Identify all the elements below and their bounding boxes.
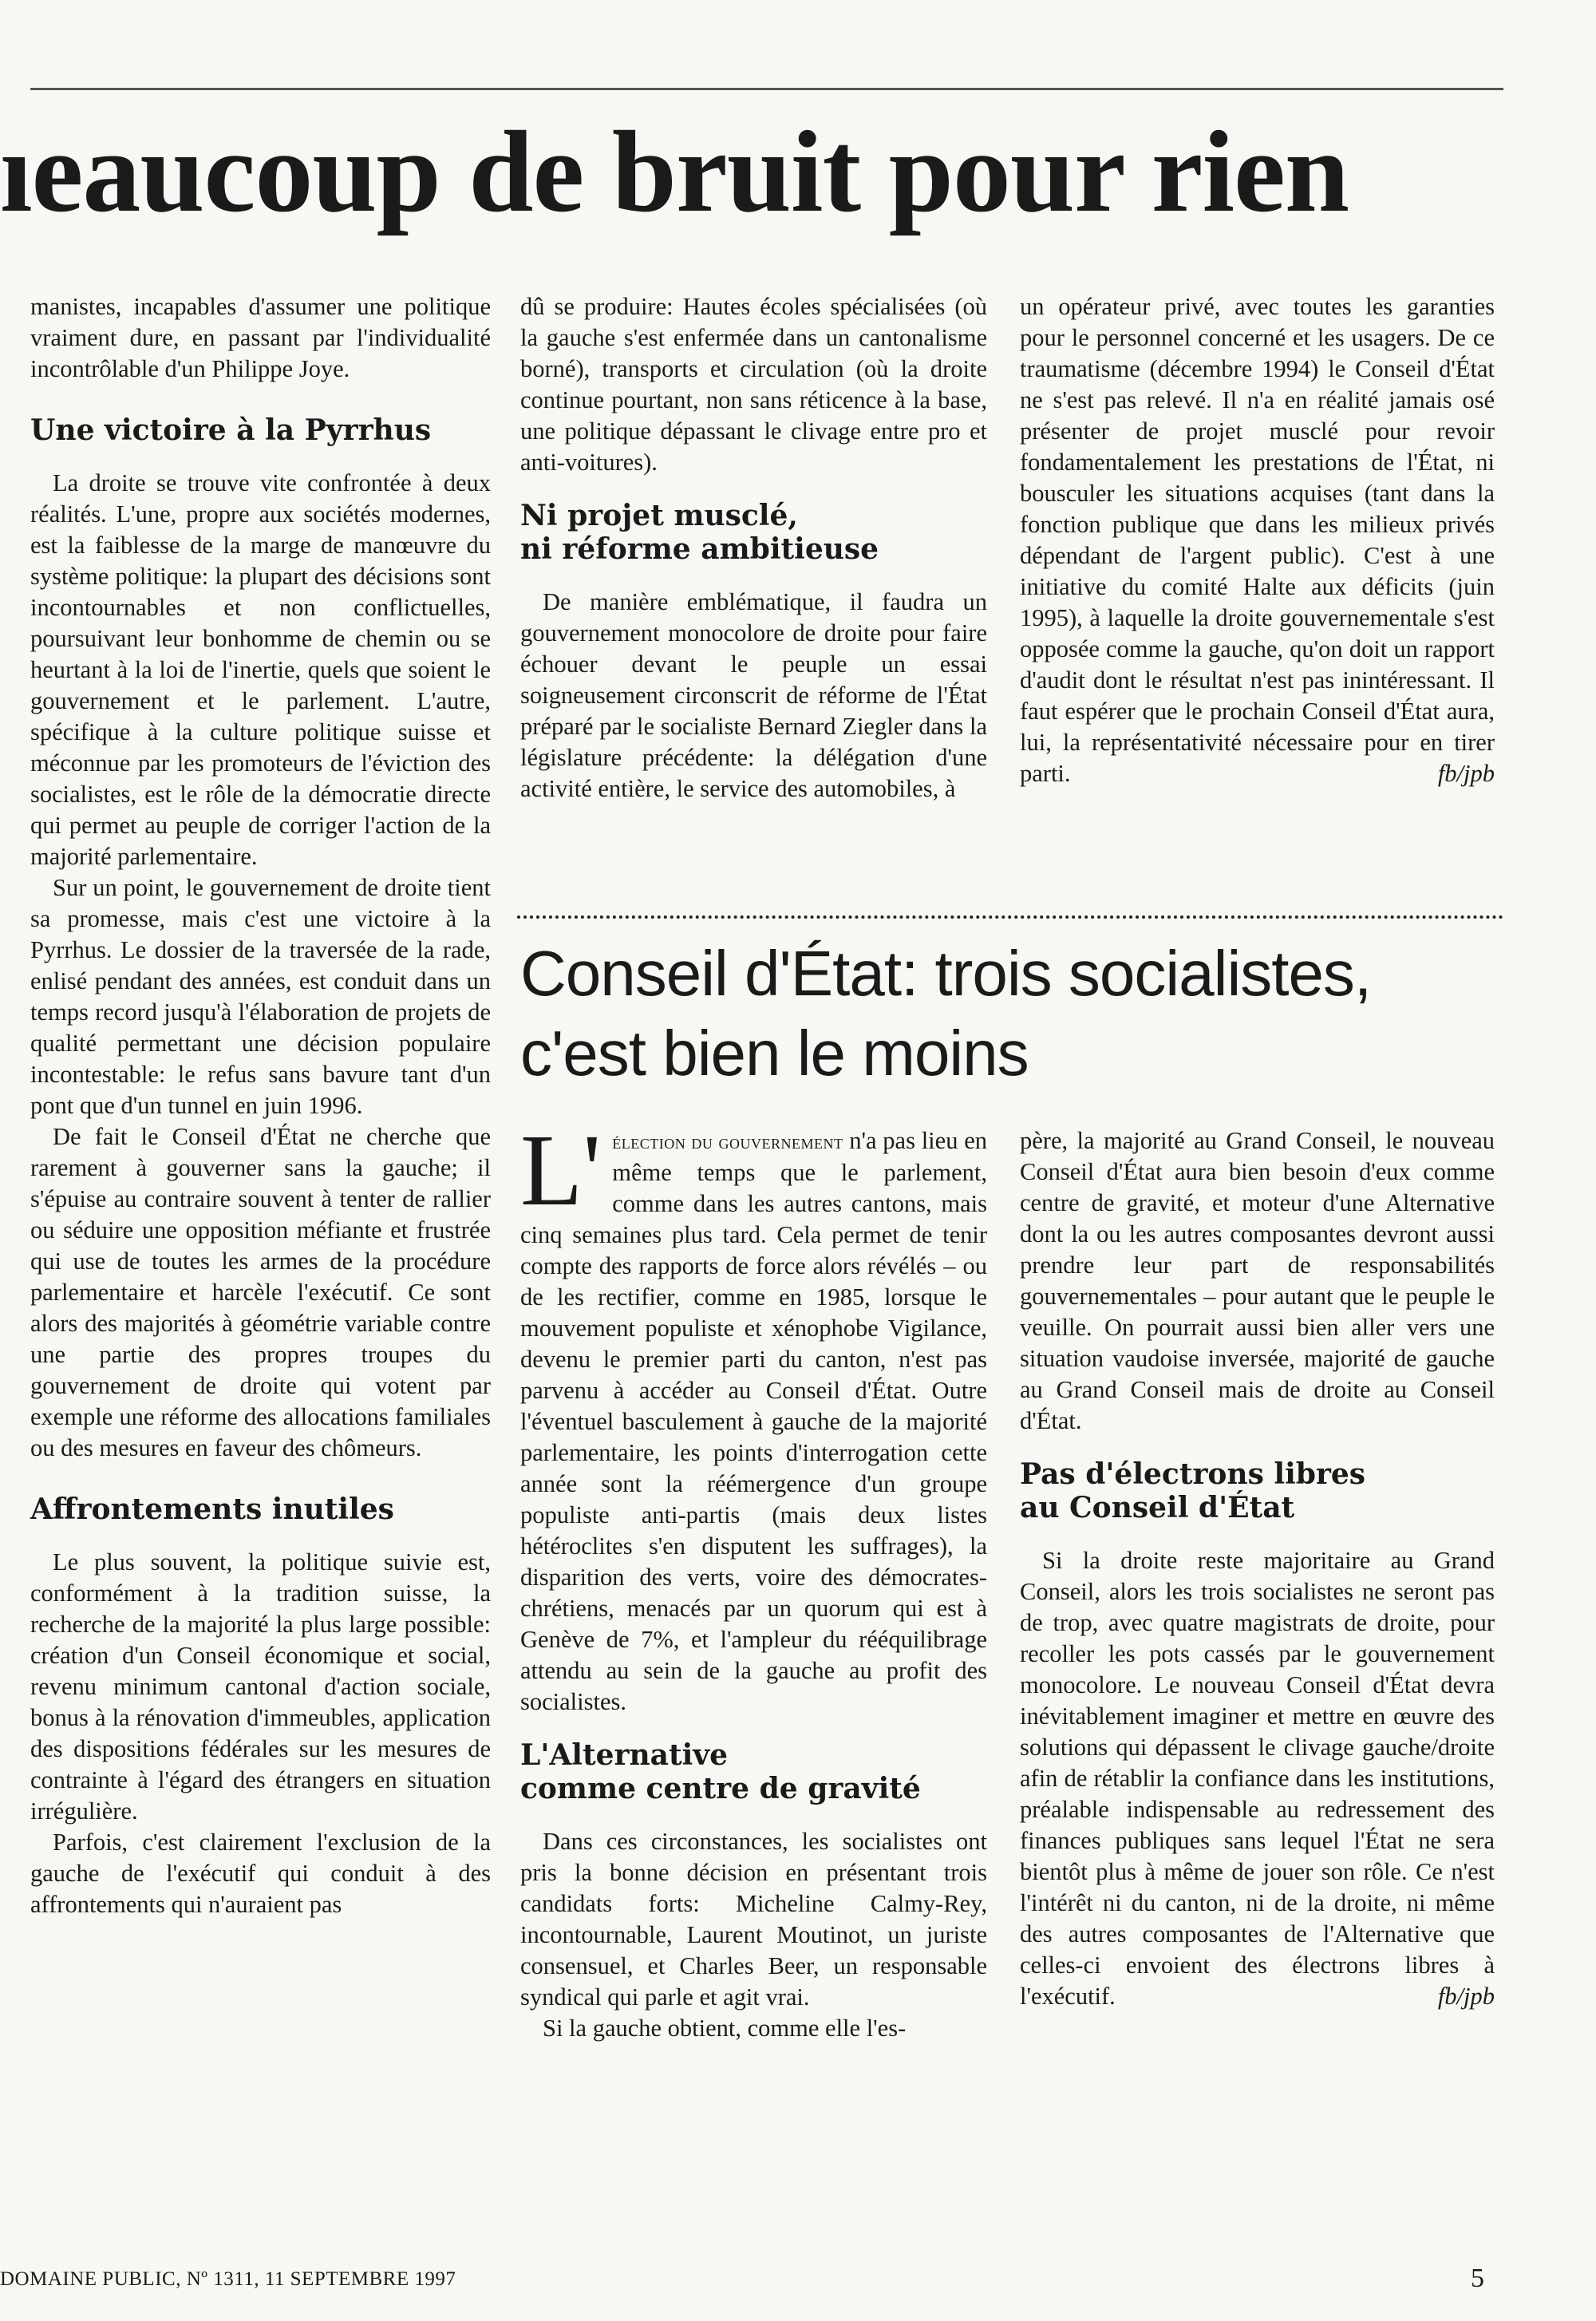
page-number: 5 bbox=[1471, 2264, 1484, 2293]
paragraph: père, la majorité au Grand Conseil, le nouveau Conseil d'État aura bien besoin d'eux comme centre de gravité, et moteur d'une Alternative dont la ou les autres composantes devront aussi prendre leur part de responsabilités gouvernementales – pour autant que le peuple le veuille. On pourrait aussi bien aller vers une situation vaudoise inversée, majorité de gauche au Grand Conseil mais de droite au Conseil d'État. bbox=[1020, 1127, 1495, 1434]
paragraph-text: Si la droite reste majoritaire au Grand Conseil, alors les trois socialistes ne seront pas de trop, avec quatre magistrats de droite, pour recoller les pots cassés par le gouvernement monocolore. Le nouveau Conseil d'État devra inévitablement imaginer et mettre en œuvre des solutions qui dépassent le clivage gauche/droite afin de rétablir la confiance dans les institutions, préalable indispensable au redressement des finances publiques sans lequel l'État ne sera bientôt plus à même de jouer son rôle. Ce n'est l'intérêt ni du canton, ni de la droite, ni même des autres composantes de l'Alternative que celles-ci envoient des électrons libres à l'exécutif. bbox=[1020, 1547, 1495, 2010]
subheading-projet bbox=[520, 499, 987, 566]
lead-small-caps: élection du gouvernement bbox=[612, 1130, 843, 1153]
paragraph-text: un opérateur privé, avec toutes les garanties pour le personnel concerné et les usagers. De ce traumatisme (décembre 1994) le Conseil d'État ne s'est pas relevé. Il n'a en réalité jamais osé présenter de projet musclé pour revoir fondamentalement les prestations de l'État, ni bousculer les situations acquises (tant dans la fonction publique que dans les milieux privés dépendant de l'argent public). C'est à une initiative du comité Halte aux déficits (juin 1995), à laquelle la droite gouvernementale s'est opposée comme la gauche, qu'on doit un rapport d'audit dont le résultat n'est pas inintéressant. Il faut espérer que le prochain Conseil d'État aura, lui, la représentativité nécessaire pour en tirer parti. bbox=[1020, 293, 1495, 787]
paragraph: Le plus souvent, la politique suivie est, conformément à la tradition suisse, la recherche de la majorité la plus large possible: création d'un Conseil économique et social, revenu minimum cantonal d'action sociale, bonus à la rénovation d'immeubles, application des dispositions fédérales sur les mesures de contrainte à l'égard des étrangers en situation irrégulière. bbox=[30, 1548, 491, 1825]
footer-publication: DOMAINE PUBLIC, Nº 1311, 11 SEPTEMBRE 1997 bbox=[0, 2268, 456, 2290]
subheading-affrontements: Affrontements inutiles bbox=[30, 1493, 394, 1526]
paragraph: De fait le Conseil d'État ne cherche que rarement à gouverner sans la gauche; il s'épuise au contraire souvent à tenter de rallier ou séduire une opposition méfiante et frustrée qui use de toutes les armes de la procédure parlementaire et harcèle l'exécutif. Ce sont alors des majorités à géométrie variable contre une partie des propres troupes du gouvernement de droite qui votent par exemple une réforme des allocations familiales ou des mesures en faveur des chômeurs. bbox=[30, 1123, 491, 1461]
headline-line: Conseil d'État: trois socialistes, bbox=[520, 938, 1372, 1009]
paragraph: Parfois, c'est clairement l'exclusion de la gauche de l'exécutif qui conduit à des affrontements qui n'auraient pas bbox=[30, 1829, 491, 1918]
paragraph-text: n'a pas lieu en même temps que le parlement, comme dans les autres cantons, mais cinq semaines plus tard. Cela permet de tenir compte des rapports de force alors révélés – ou de les rectifier, comme en 1985, lorsque le mouvement populiste et xénophobe Vigilance, devenu le premier parti du canton, n'est pas parvenu à accéder au Conseil d'État. Outre l'éventuel basculement à gauche de la majorité parlementaire, les points d'interrogation cette année sont la réémergence d'un groupe populiste anti-partis (mais deux listes hétéroclites s'en disputent les suffrages), la disparition des verts, voire des démocrates-chrétiens, menacés par un quorum qui est à Genève de 7%, et l'ampleur du rééquilibrage attendu au sein de la gauche au profit des socialistes. bbox=[520, 1127, 987, 1715]
paragraph bbox=[1020, 1545, 1495, 2012]
subheading-electrons bbox=[1020, 1457, 1495, 1524]
paragraph: La droite se trouve vite confrontée à deux réalités. L'une, propre aux sociétés modernes, est la faiblesse de la marge de manœuvre du système politique: la plupart des décisions sont incontournables et non conflictuelles, poursuivant leur bonhomme de chemin ou se heurtant à la loi de l'inertie, quels que soient le gouvernement et le parlement. L'autre, spécifique à la culture politique suisse et méconnue par les promoteurs de l'éviction des socialistes, est le rôle de la démocratie directe qui permet au peuple de corriger l'action de la majorité parlementaire. bbox=[30, 469, 491, 870]
signature: fb/jpb bbox=[1437, 760, 1495, 787]
subheading-line: Ni projet musclé, bbox=[520, 499, 798, 532]
paragraph: manistes, incapables d'assumer une politique vraiment dure, en passant par l'individualité incontrôlable d'un Philippe Joye. bbox=[30, 293, 491, 382]
lead-paragraph bbox=[520, 1113, 987, 1718]
top-rule bbox=[30, 88, 1503, 90]
section-divider bbox=[517, 915, 1503, 919]
column-2 bbox=[520, 291, 987, 805]
column-4 bbox=[520, 1113, 987, 2044]
paragraph: dû se produire: Hautes écoles spécialisées (où la gauche s'est enfermée dans un cantonalisme borné), transports et circulation (où la droite continue pourtant, non sans réticence à la base, une politique dépassant le clivage entre pro et anti-voitures). bbox=[520, 293, 987, 476]
main-headline: ıeaucoup de bruit pour rien bbox=[0, 107, 1349, 236]
signature: fb/jpb bbox=[1437, 1983, 1495, 2010]
subheading-pyrrhus: Une victoire à la Pyrrhus bbox=[30, 413, 432, 447]
paragraph: De manière emblématique, il faudra un gouvernement monocolore de droite pour faire échouer devant le peuple un essai soigneusement circonscrit de réforme de l'État préparé par le socialiste Bernard Ziegler dans la législature précédente: la délégation d'une activité entière, le service des automobiles, à bbox=[520, 588, 987, 802]
column-3 bbox=[1020, 291, 1495, 789]
subheading-line: Pas d'électrons libres bbox=[1020, 1457, 1366, 1491]
column-5 bbox=[1020, 1125, 1495, 2012]
drop-cap: L' bbox=[520, 1113, 602, 1227]
subheading-line: L'Alternative bbox=[520, 1738, 729, 1772]
paragraph: Si la gauche obtient, comme elle l'es- bbox=[543, 2015, 907, 2042]
paragraph: Dans ces circonstances, les socialistes ont pris la bonne décision en présentant trois candidats forts: Micheline Calmy-Rey, incontournable, Laurent Moutinot, un juriste consensuel, et Charles Beer, un responsable syndical qui parle et agit vrai. bbox=[520, 1828, 987, 2011]
paragraph: Sur un point, le gouvernement de droite tient sa promesse, mais c'est une victoire à la Pyrrhus. Le dossier de la traversée de la rade, enlisé pendant des années, est conduit dans un temps record jusqu'à l'élaboration de projets de qualité permettant une décision populaire incontestable: le refus sans bavure tant d'un pont que d'un tunnel en juin 1996. bbox=[30, 874, 491, 1119]
paragraph bbox=[1020, 291, 1495, 789]
subheading-line: comme centre de gravité bbox=[520, 1772, 921, 1805]
subheading-line: ni réforme ambitieuse bbox=[520, 532, 879, 566]
subheading-line: au Conseil d'État bbox=[1020, 1491, 1295, 1524]
headline-line: c'est bien le moins bbox=[520, 1018, 1029, 1089]
article-headline bbox=[520, 934, 1502, 1093]
subheading-alternative bbox=[520, 1738, 987, 1805]
column-1 bbox=[30, 291, 491, 1920]
